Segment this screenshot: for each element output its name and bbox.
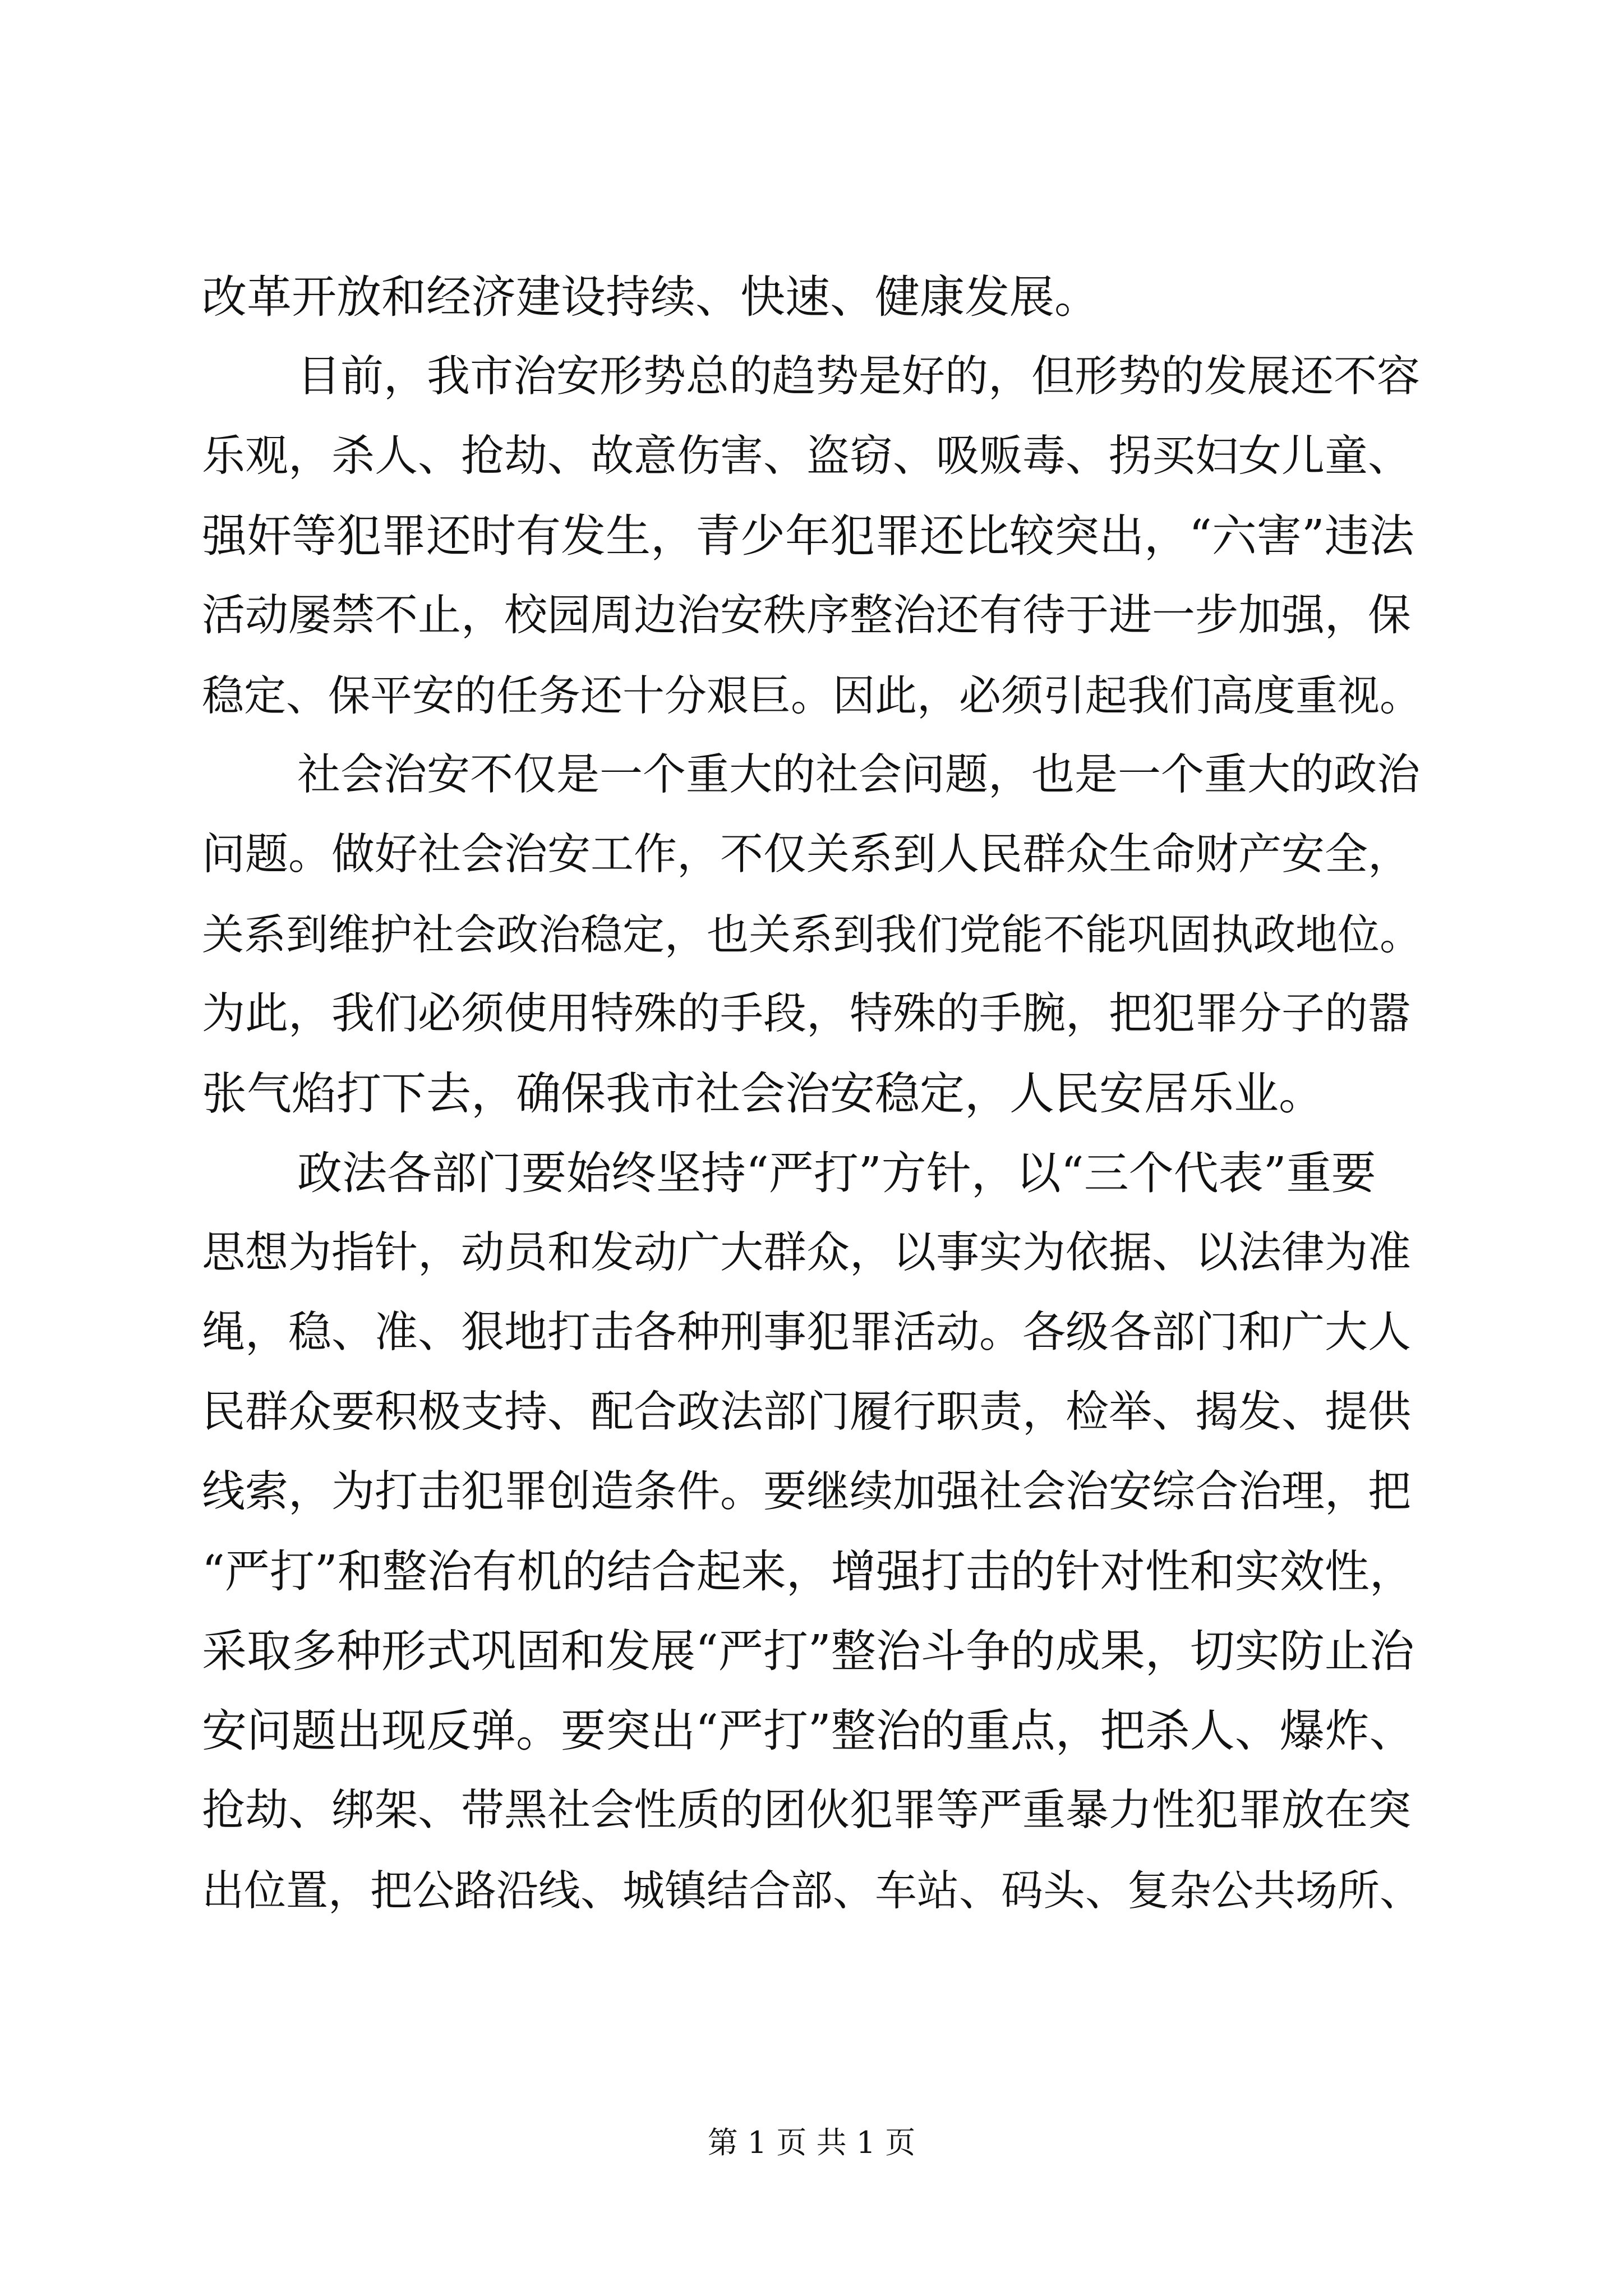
paragraph-first-line: [0, 1131, 1623, 1216]
paragraph-first-line: [0, 335, 1623, 419]
text-line: [0, 813, 1623, 897]
text-line: [0, 255, 1623, 339]
text-line-content: 社会治安不仅是一个重大的社会问题，也是一个重大的政治: [297, 750, 1420, 800]
text-line-content: 稳定、保平安的任务还十分艰巨。因此，必须引起我们高度重视。: [202, 671, 1422, 720]
paragraph-first-line: [0, 733, 1623, 817]
text-line: [0, 1769, 1623, 1853]
text-line: [0, 494, 1623, 578]
text-line-content: 出位置，把公路沿线、城镇结合部、车站、码头、复杂公共场所、: [202, 1866, 1422, 1915]
text-line-content: 关系到维护社会政治稳定，也关系到我们党能不能巩固执政地位。: [202, 910, 1422, 959]
text-line: [0, 1689, 1623, 1773]
text-line: [0, 654, 1623, 738]
text-line-content: 政法各部门要始终坚持“严打”方针，以“三个代表”重要: [297, 1147, 1376, 1199]
text-line: [0, 1450, 1623, 1534]
text-line: [0, 972, 1623, 1056]
text-line-content: 问题。做好社会治安工作，不仅关系到人民群众生命财产安全，: [202, 830, 1411, 880]
text-line-content: “严打”和整治有机的结合起来，增强打击的针对性和实效性，: [202, 1545, 1414, 1598]
text-line-content: 安问题出现反弹。要突出“严打”整治的重点，把杀人、爆炸、: [202, 1705, 1414, 1757]
page-footer: [0, 2115, 1623, 2171]
text-line: [0, 1211, 1623, 1295]
text-line-content: 思想为指针，动员和发动广大群众，以事实为依据、以法律为准: [202, 1228, 1411, 1278]
text-line-content: 改革开放和经济建设持续、快速、健康发展。: [202, 271, 1099, 323]
text-line-content: 抢劫、绑架、带黑社会性质的团伙犯罪等严重暴力性犯罪放在突: [202, 1786, 1411, 1835]
page-number-label: 第 1 页 共 1 页: [707, 2125, 916, 2160]
text-line: [0, 574, 1623, 658]
text-line: [0, 1530, 1623, 1614]
text-line-content: 线索，为打击犯罪创造条件。要继续加强社会治安综合治理，把: [202, 1467, 1411, 1517]
text-line-content: 目前，我市治安形势总的趋势是好的，但形势的发展还不容: [297, 352, 1420, 402]
text-line-content: 强奸等犯罪还时有发生，青少年犯罪还比较突出，“六害”违法: [202, 510, 1414, 562]
text-line: [0, 1291, 1623, 1375]
text-line-content: 为此，我们必须使用特殊的手段，特殊的手腕，把犯罪分子的嚣: [202, 989, 1411, 1039]
text-line: [0, 892, 1623, 977]
text-line: [0, 1370, 1623, 1455]
text-line: [0, 1609, 1623, 1694]
text-line: [0, 1052, 1623, 1136]
text-line-content: 民群众要积极支持、配合政法部门履行职责，检举、揭发、提供: [202, 1387, 1411, 1437]
text-line-content: 采取多种形式巩固和发展“严打”整治斗争的成果，切实防止治: [202, 1625, 1414, 1677]
text-line-content: 张气焰打下去，确保我市社会治安稳定，人民安居乐业。: [202, 1068, 1324, 1120]
text-line: [0, 415, 1623, 499]
text-line-content: 活动屡禁不止，校园周边治安秩序整治还有待于进一步加强，保: [202, 591, 1411, 641]
text-line: [0, 1848, 1623, 1932]
text-line-content: 绳，稳、准、狠地打击各种刑事犯罪活动。各级各部门和广大人: [202, 1308, 1411, 1358]
text-line-content: 乐观，杀人、抢劫、故意伤害、盗窃、吸贩毒、拐买妇女儿童、: [202, 431, 1411, 481]
